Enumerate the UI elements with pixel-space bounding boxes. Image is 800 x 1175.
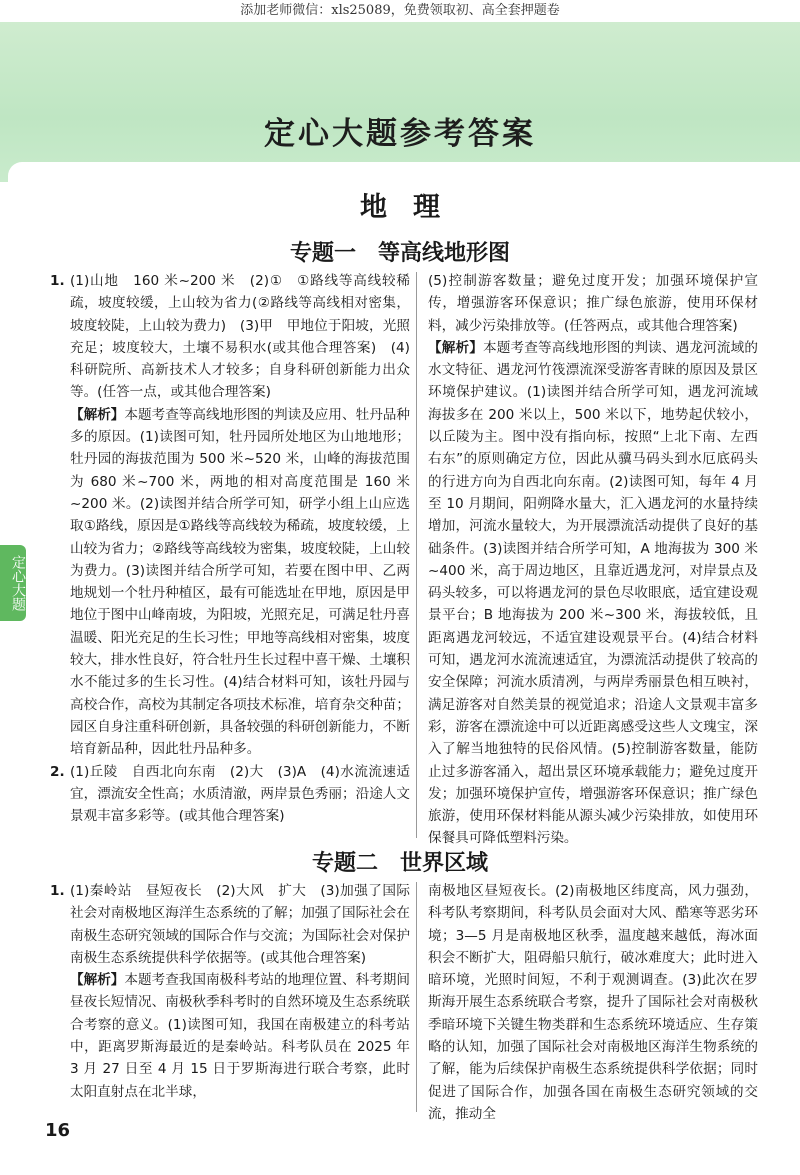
analysis-label: 【解析】 <box>70 972 125 989</box>
analysis-text: 本题考查我国南极科考站的地理位置、科考期间昼夜长短情况、南极秋季科考时的自然环境及生态系统联合考察的意义。(1)读图可知，我国在南极建立的科考站中，距离罗斯海最近的是秦岭站。科考队员在 2025 年 3 月 27 日至 4 月 15 日于罗斯海进行联合考察，此时太阳直射点在北半球， <box>70 972 411 1100</box>
page-title: 定心大题参考答案 <box>264 116 536 152</box>
column-divider <box>416 882 417 1112</box>
question-number: 2. <box>50 763 65 780</box>
topic1-left-column <box>50 270 410 827</box>
question-answer-continued: (5)控制游客数量；避免过度开发；加强环境保护宣传，增强游客环保意识；推广绿色旅游，使用环保材料，减少污染排放等。(任答两点，或其他合理答案) <box>428 273 758 334</box>
topic2-heading: 专题二 世界区域 <box>311 851 488 876</box>
subject-title: 地理 <box>360 192 466 223</box>
topic1-q2 <box>50 761 410 828</box>
topic2-q1 <box>50 880 410 1103</box>
analysis-label: 【解析】 <box>428 339 484 356</box>
question-answer: (1)山地 160 米~200 米 (2)① ①路线等高线较稀疏，坡度较缓，上山较为省力(②路线等高线相对密集，坡度较陡，上山较为费力) (3)甲 甲地位于阳坡，光照充足；坡度较大，土壤不易积水(或其他合理答案) (4)科研院所、高新技术人才较多；自身科研创新能力出众等。(任答一点，或其他合理答案) <box>70 273 410 401</box>
watermark-text: 添加老师微信：xls25089，免费领取初、高全套押题卷 <box>0 0 800 22</box>
topic2-left-column <box>50 880 410 1103</box>
topic2-right-column <box>428 880 758 1125</box>
topic1-heading: 专题一 等高线地形图 <box>289 241 510 266</box>
question-number: 1. <box>50 883 65 899</box>
analysis-text: 本题考查等高线地形图的判读及应用、牡丹品种多的原因。(1)读图可知，牡丹园所处地区为山地地形；牡丹园的海拔范围为 500 米~520 米，山峰的海拔范围为 680 米~700 米，两地的相对高度范围是 160 米~200 米。(2)读图并结合所学可知，研学小组上山应选取①路线，原因是①路线等高线较为稀疏，坡度较缓，上山较为省力；②路线等高线较为密集，坡度较陡，上山较为费力。(3)读图并结合所学可知，若要在图中甲、乙两地规划一个牡丹种植区，最有可能选址在甲地，原因是甲地位于图中山峰南坡，为阳坡，光照充足，可满足牡丹喜温暖、阳光充足的生长习性；甲地等高线相对密集，坡度较大，排水性良好，符合牡丹生长过程中喜干燥、土壤积水不能过多的生长习性。(4)结合材料可知，该牡丹园与高校合作，高校为其制定各项技术标准，培育杂交种苗；园区自身注重科研创新，具备较强的科研创新能力，不断培育新品种，因此牡丹品种多。 <box>70 406 411 758</box>
question-answer: (1)丘陵 自西北向东南 (2)大 (3)A (4)水流流速适宜，漂流安全性高；水质清澈，两岸景色秀丽；沿途人文景观丰富多彩等。(或其他合理答案) <box>70 763 410 825</box>
analysis-label: 【解析】 <box>70 406 125 423</box>
topic1-right-column <box>428 270 758 850</box>
side-tab: 定心大题 <box>0 545 26 621</box>
topic1-q1 <box>50 270 410 761</box>
question-number: 1. <box>50 273 65 289</box>
analysis-text-continued: 南极地区昼短夜长。(2)南极地区纬度高，风力强劲，科考队考察期间，科考队员会面对大风、酷寒等恶劣环境；3—5 月是南极地区秋季，温度越来越低，海冰面积会不断扩大，阻碍船只航行，破冰难度大；此时进入暗环境，光照时间短，不利于观测调查。(3)此次在罗斯海开展生态系统联合考察，提升了国际社会对南极秋季暗环境下关键生物类群和生态系统环境适应、生存策略的认知，加强了国际社会对南极地区海洋生物系统的了解，能为后续保护南极生态系统提供科学依据；同时促进了国际合作，加强各国在南极生态研究领域的交流，推动全 <box>428 883 758 1122</box>
header-banner <box>0 22 800 182</box>
page-number: 16 <box>45 1120 71 1141</box>
column-divider <box>416 272 417 838</box>
analysis-text: 本题考查等高线地形图的判读、遇龙河流域的水文特征、遇龙河竹筏漂流深受游客青睐的原因及景区环境保护建议。(1)读图并结合所学可知，遇龙河流域海拔多在 200 米以上，500 米以下，地势起伏较小，以丘陵为主。图中没有指向标，按照“上北下南、左西右东”的原则确定方位，因此从骥马码头到水厄底码头的行进方向为自西北向东南。(2)读图可知，每年 4 月至 10 月期间，阳朔降水量大，汇入遇龙河的水量持续增加，河流水量较大，为开展漂流活动提供了良好的基础条件。(3)读图并结合所学可知，A 地海拔为 300 米~400 米，高于周边地区，且靠近遇龙河，对岸景点及码头较多，可以将遇龙河的景色尽收眼底，适宜建设观景平台；B 地海拔为 200 米~300 米，海拔较低，且距离遇龙河较远，不适宜建设观景平台。(4)结合材料可知，遇龙河水流流速适宜，为漂流活动提供了较高的安全保障；河流水质清冽，与两岸秀丽景色相互映衬，满足游客对自然美景的视觉追求；沿途人文景观丰富多彩，游客在漂流途中可以近距离感受这些人文瑰宝，深入了解当地独特的民俗风情。(5)控制游客数量，能防止过多游客涌入，超出景区环境承载能力；避免过度开发；加强环境保护宣传，增强游客环保意识；推广绿色旅游，使用环保材料能从源头减少污染排放，如使用环保餐具可降低塑料污染。 <box>428 339 759 847</box>
question-answer: (1)秦岭站 昼短夜长 (2)大风 扩大 (3)加强了国际社会对南极地区海洋生态系统的了解；加强了国际社会在南极生态研究领域的国际合作与交流；为国际社会对保护南极生态系统提供科学依据等。(或其他合理答案) <box>70 883 410 966</box>
